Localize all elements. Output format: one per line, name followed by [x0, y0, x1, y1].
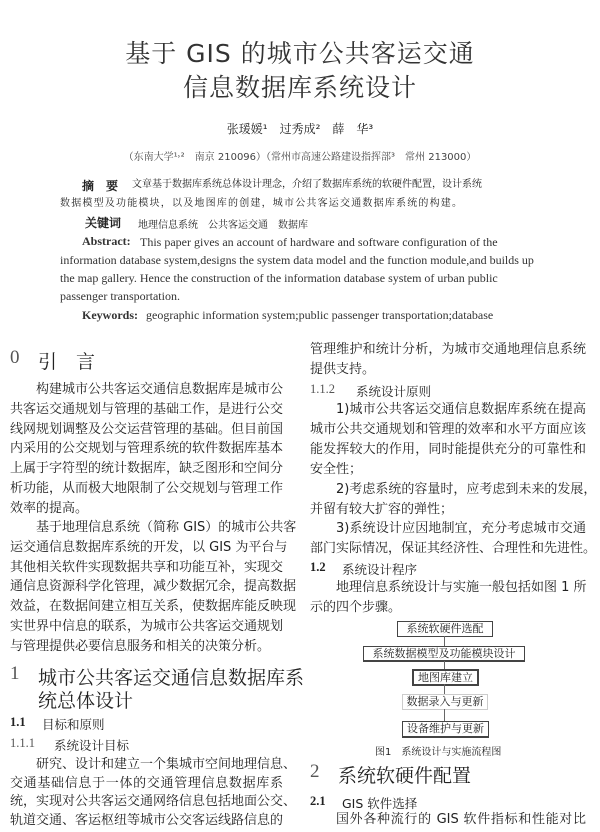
- arrow-icon: [444, 636, 445, 646]
- paragraph-line: 运交通信息数据库系统的开发，以 GIS 为平台与: [10, 539, 288, 555]
- paragraph-line: 研究、设计和建立一个集城市空间地理信息、: [36, 757, 297, 772]
- keywords-en-text: geographic information system;public passenger transportation;database: [146, 308, 494, 322]
- paragraph-line: 3)系统设计应因地制宜，充分考虑城市交通: [336, 521, 586, 536]
- section-number: 1.1.2: [310, 382, 335, 396]
- paragraph-line: 轨道交通、客运枢纽等城市公交客运线路信息的: [10, 813, 284, 829]
- section-title: 目标和原则: [42, 717, 105, 732]
- paragraph-line: 安全性；: [310, 462, 363, 477]
- abstract-en-line: the map gallery. Hence the construction of the information database system of urban public: [60, 271, 498, 285]
- section-number: 1.2: [310, 560, 326, 574]
- section-title: 城市公共客运交通信息数据库系: [38, 667, 305, 689]
- paragraph-line: 基于地理信息系统（简称 GIS）的城市公共客: [36, 520, 297, 535]
- flow-step-map-library: 地图库建立: [412, 669, 479, 686]
- title-line-2: 信息数据库系统设计: [182, 73, 417, 102]
- flow-step-data-entry: 数据录入与更新: [402, 694, 488, 710]
- abstract-en-label: Abstract:: [82, 234, 131, 248]
- section-number: 1: [10, 663, 20, 684]
- paragraph-line: 国外各种流行的 GIS 软件指标和性能对比: [336, 812, 586, 827]
- paragraph-line: 通信息资源科学化管理，减少数据冗余，提高数据: [10, 579, 297, 595]
- abstract-en-line: information database system,designs the system data model and the function module,and builds up: [60, 253, 534, 267]
- paragraph-line: 2)考虑系统的容量时，应考虑到未来的发展，: [336, 482, 597, 497]
- paragraph-line: 构建城市公共客运交通信息数据库是城市公: [36, 382, 284, 397]
- abstract-line: 数据模型及功能模块，以及地图库的创建，城市公共客运交通数据库系统的构建。: [60, 198, 462, 209]
- section-number: 2.1: [310, 794, 326, 808]
- paragraph-line: 1)城市公共客运交通信息数据库系统在提高: [336, 402, 586, 417]
- paragraph-line: 内采用的公交规划与管理系统的软件数据库基本: [10, 441, 284, 457]
- paragraph-line: 共客运交通规划与管理的基础工作，是进行公交: [10, 401, 284, 417]
- keywords-label: 关键词: [85, 216, 122, 230]
- section-number: 0: [10, 347, 20, 368]
- abstract-label: 摘 要: [82, 179, 119, 193]
- section-number: 1.1.1: [10, 736, 35, 750]
- paragraph-line: 上属于字符型的统计数据库，缺乏图形和空间分: [10, 461, 284, 477]
- section-title: 系统设计原则: [356, 384, 432, 399]
- flow-step-data-model: 系统数据模型及功能模块设计: [363, 646, 525, 662]
- section-title: 引 言: [38, 351, 96, 373]
- keywords-text: 地理信息系统 公共客运交通 数据库: [138, 220, 308, 231]
- paragraph-line: 析功能，从而极大地限制了公交规划与管理工作: [10, 481, 284, 496]
- paragraph-line: 实世界中信息的联系，为城市公共客运交通规划: [10, 619, 284, 634]
- paragraph-line: 能发挥较大的作用，同时能提供充分的可靠性和: [310, 442, 586, 457]
- arrow-icon: [444, 684, 445, 694]
- figure-caption: 图1 系统设计与实施流程图: [375, 747, 502, 758]
- paragraph-line: 效益，在数据间建立相互关系，使数据库能反映现: [10, 599, 297, 615]
- section-title: 系统设计程序: [342, 562, 418, 577]
- abstract-en-line: passenger transportation.: [60, 289, 180, 303]
- section-number: 2: [310, 761, 320, 782]
- abstract-line: 文章基于数据库系统总体设计理念，介绍了数据库系统的软硬件配置，设计系统: [132, 179, 482, 190]
- section-number: 1.1: [10, 715, 26, 729]
- affiliation: （东南大学¹˒² 南京 210096）（常州市高速公路建设指挥部³ 常州 213000）: [123, 152, 477, 163]
- paragraph-line: 统，实现对公共客运交通网络信息包括地面公交、: [10, 794, 297, 810]
- arrow-icon: [444, 661, 445, 669]
- paragraph-line: 交通基础信息于一体的交通管理信息数据库系: [10, 775, 283, 791]
- title-line-1: 基于 GIS 的城市公共客运交通: [125, 39, 475, 68]
- section-title: 统总体设计: [38, 690, 134, 712]
- keywords-en-label: Keywords:: [82, 308, 138, 322]
- paragraph-line: 地理信息系统设计与实施一般包括如图 1 所: [336, 580, 587, 595]
- section-title: 系统设计目标: [54, 738, 130, 753]
- flow-step-maintenance: 设备维护与更新: [402, 721, 489, 738]
- paragraph-line: 效率的提高。: [10, 500, 89, 516]
- abstract-en-line: This paper gives an account of hardware and software configuration of the: [140, 235, 498, 249]
- paragraph-line: 管理维护和统计分析，为城市交通地理信息系统: [310, 342, 586, 357]
- paragraph-line: 提供支持。: [310, 362, 376, 377]
- section-title: GIS 软件选择: [342, 796, 418, 811]
- paragraph-line: 与管理提供必要信息服务和相关的决策分析。: [10, 638, 271, 654]
- paragraph-line: 示的四个步骤。: [310, 600, 402, 615]
- flow-step-software-hardware: 系统软硬件选配: [397, 621, 493, 637]
- paragraph-line: 其他相关软件实现数据共享和功能互补，实现交: [10, 559, 284, 575]
- paragraph-line: 线网规划调整及公交运营管理的基础。但目前国: [10, 421, 284, 437]
- paragraph-line: 城市公共交通规划和管理的效率和水平方面应该: [310, 422, 586, 437]
- paragraph-line: 并留有较大扩容的弹性；: [310, 501, 454, 517]
- section-title: 系统软硬件配置: [338, 765, 472, 787]
- paragraph-line: 部门实际情况，保证其经济性、合理性和先进性。: [310, 540, 597, 556]
- arrow-icon: [444, 709, 445, 721]
- authors: 张瑗媛¹ 过秀成² 薛 华³: [226, 122, 374, 136]
